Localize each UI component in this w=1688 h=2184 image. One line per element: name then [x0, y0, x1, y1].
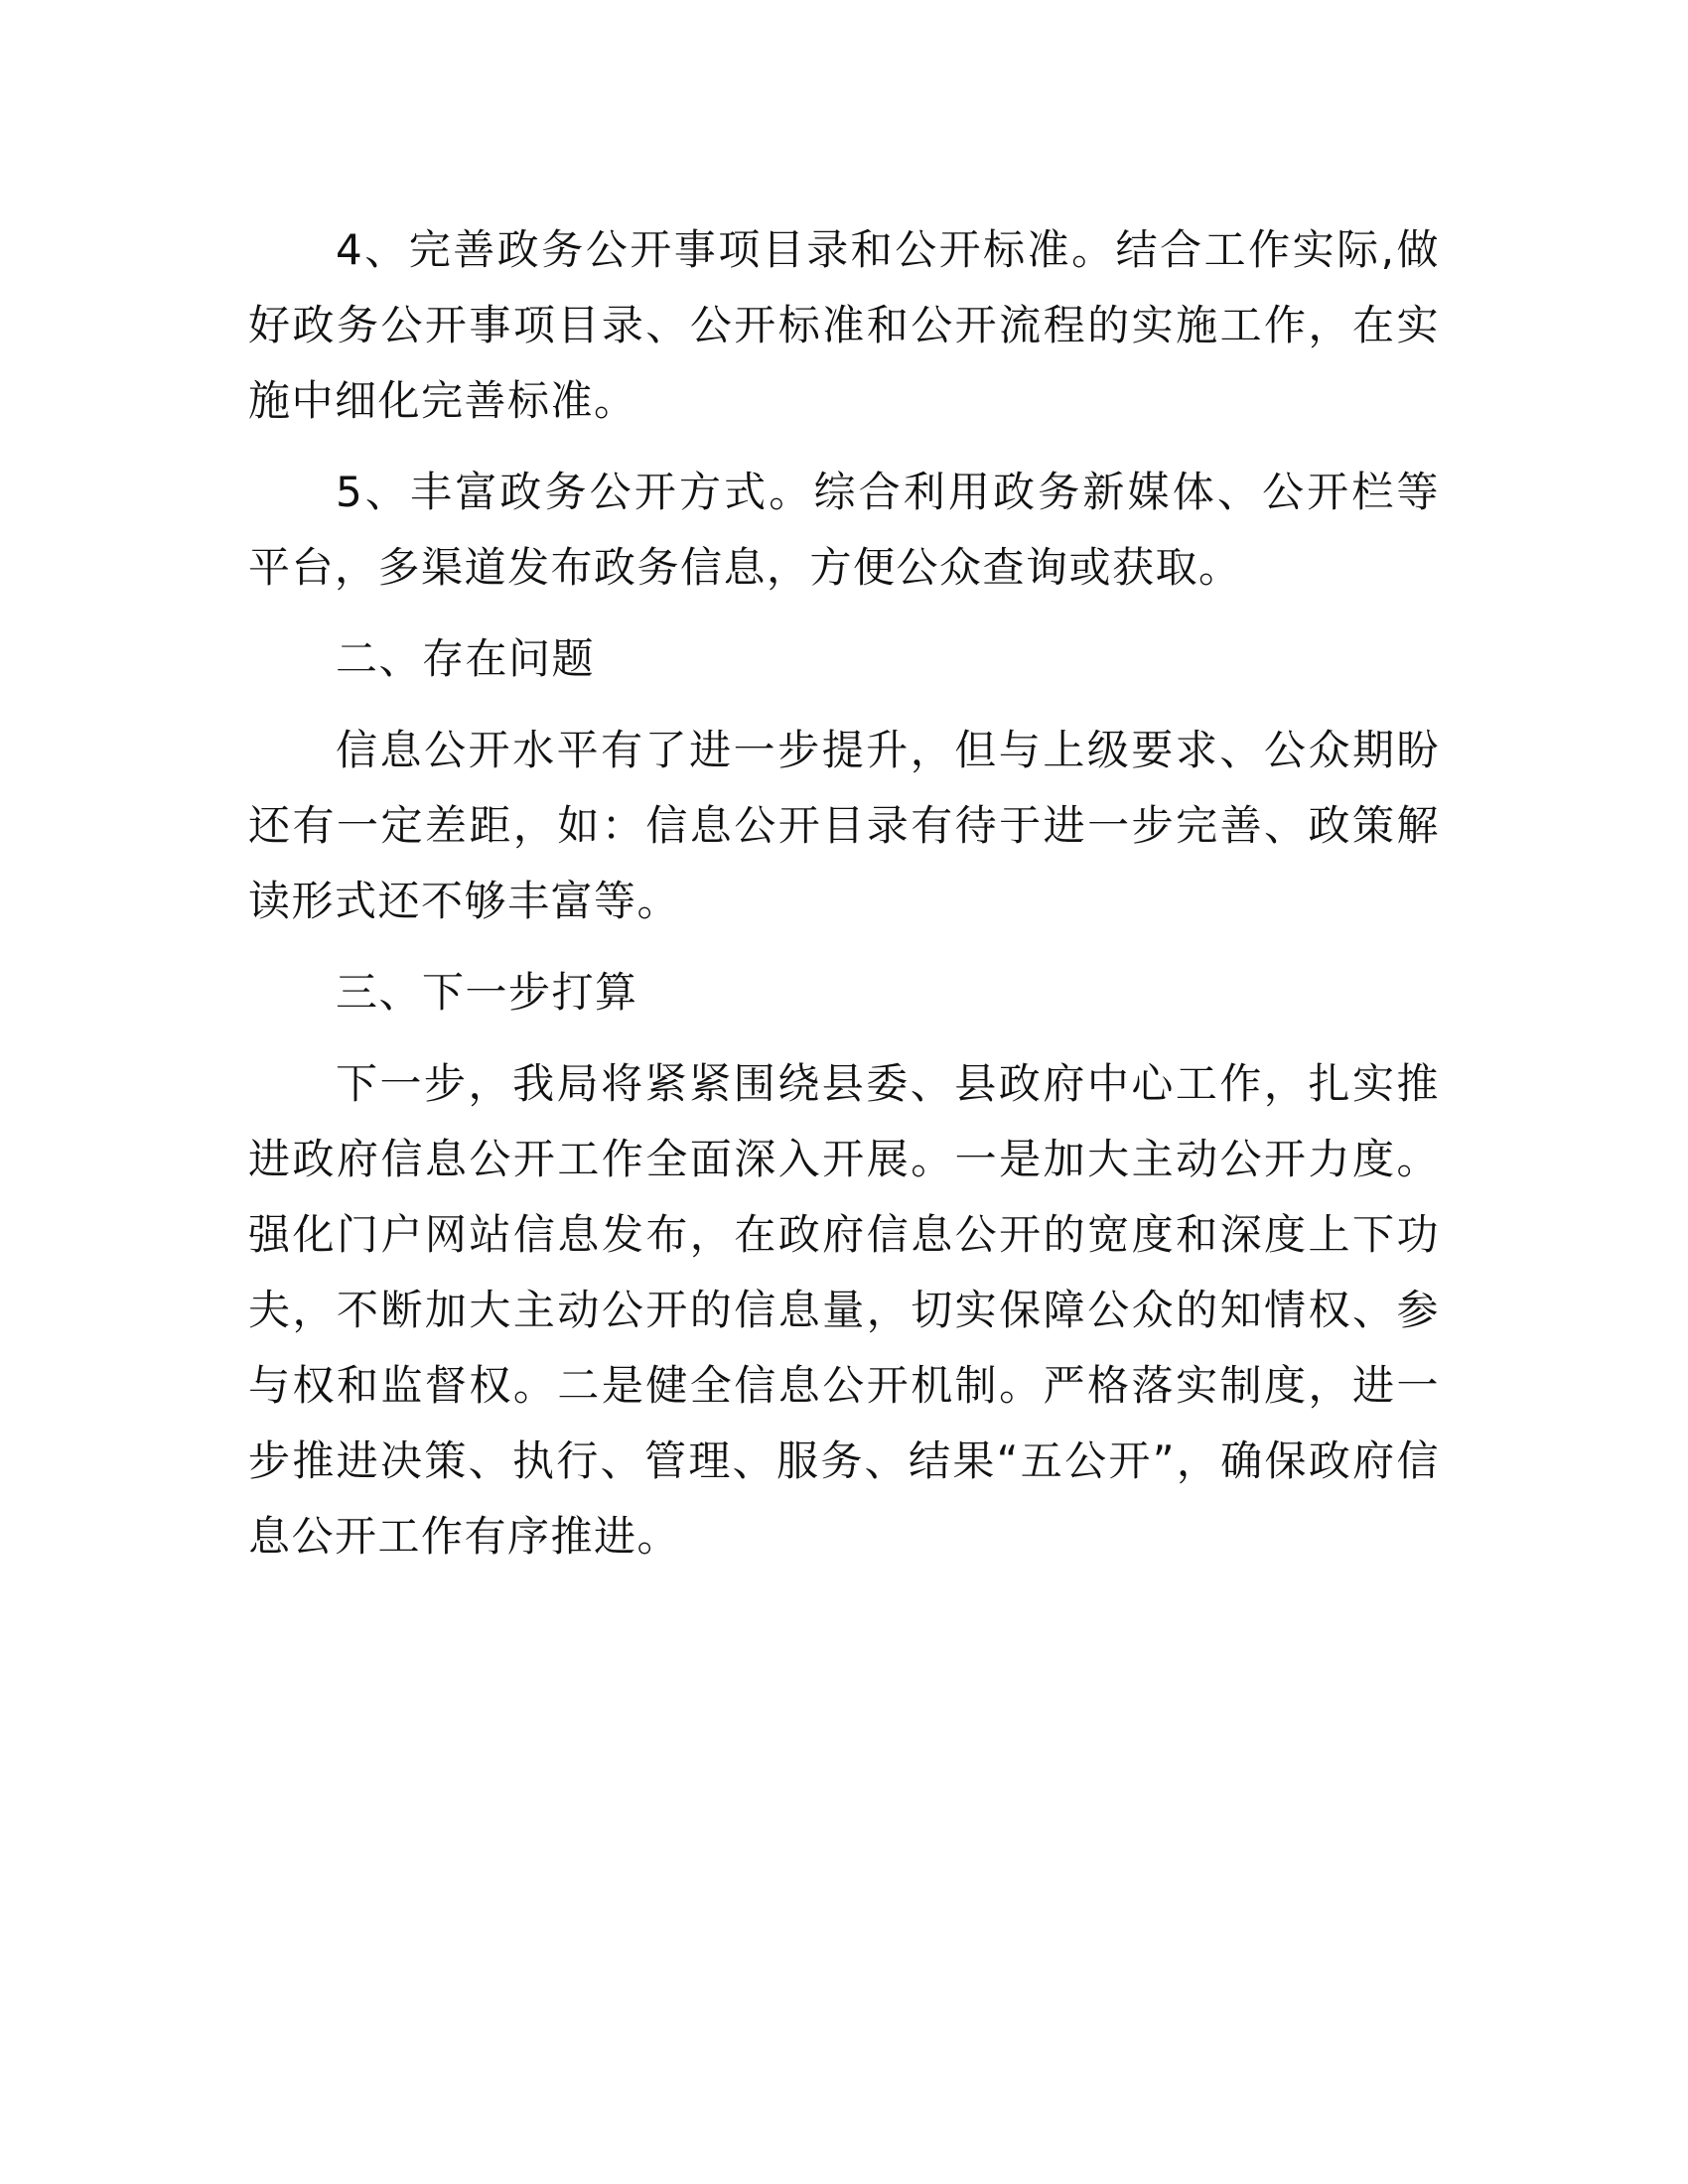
paragraph-problems: 信息公开水平有了进一步提升，但与上级要求、公众期盼还有一定差距，如：信息公开目录有待于进一步完善、政策解读形式还不够丰富等。 [248, 726, 1440, 925]
document-body [248, 212, 1440, 1590]
paragraph-item-5: 5、丰富政务公开方式。综合利用政务新媒体、公开栏等平台，多渠道发布政务信息，方便公众查询或获取。 [248, 468, 1440, 592]
section-heading-problems: 二、存在问题 [336, 634, 596, 683]
section-heading-next-steps: 三、下一步打算 [336, 968, 638, 1017]
paragraph-item-4: 4、完善政务公开事项目录和公开标准。结合工作实际,做好政务公开事项目录、公开标准和公开流程的实施工作，在实施中细化完善标准。 [248, 225, 1440, 425]
paragraph-next-steps: 下一步，我局将紧紧围绕县委、县政府中心工作，扎实推进政府信息公开工作全面深入开展。一是加大主动公开力度。强化门户网站信息发布，在政府信息公开的宽度和深度上下功夫，不断加大主动公开的信息量，切实保障公众的知情权、参与权和监督权。二是健全信息公开机制。严格落实制度，进一步推进决策、执行、管理、服务、结果“五公开”，确保政府信息公开工作有序推进。 [248, 1059, 1440, 1561]
